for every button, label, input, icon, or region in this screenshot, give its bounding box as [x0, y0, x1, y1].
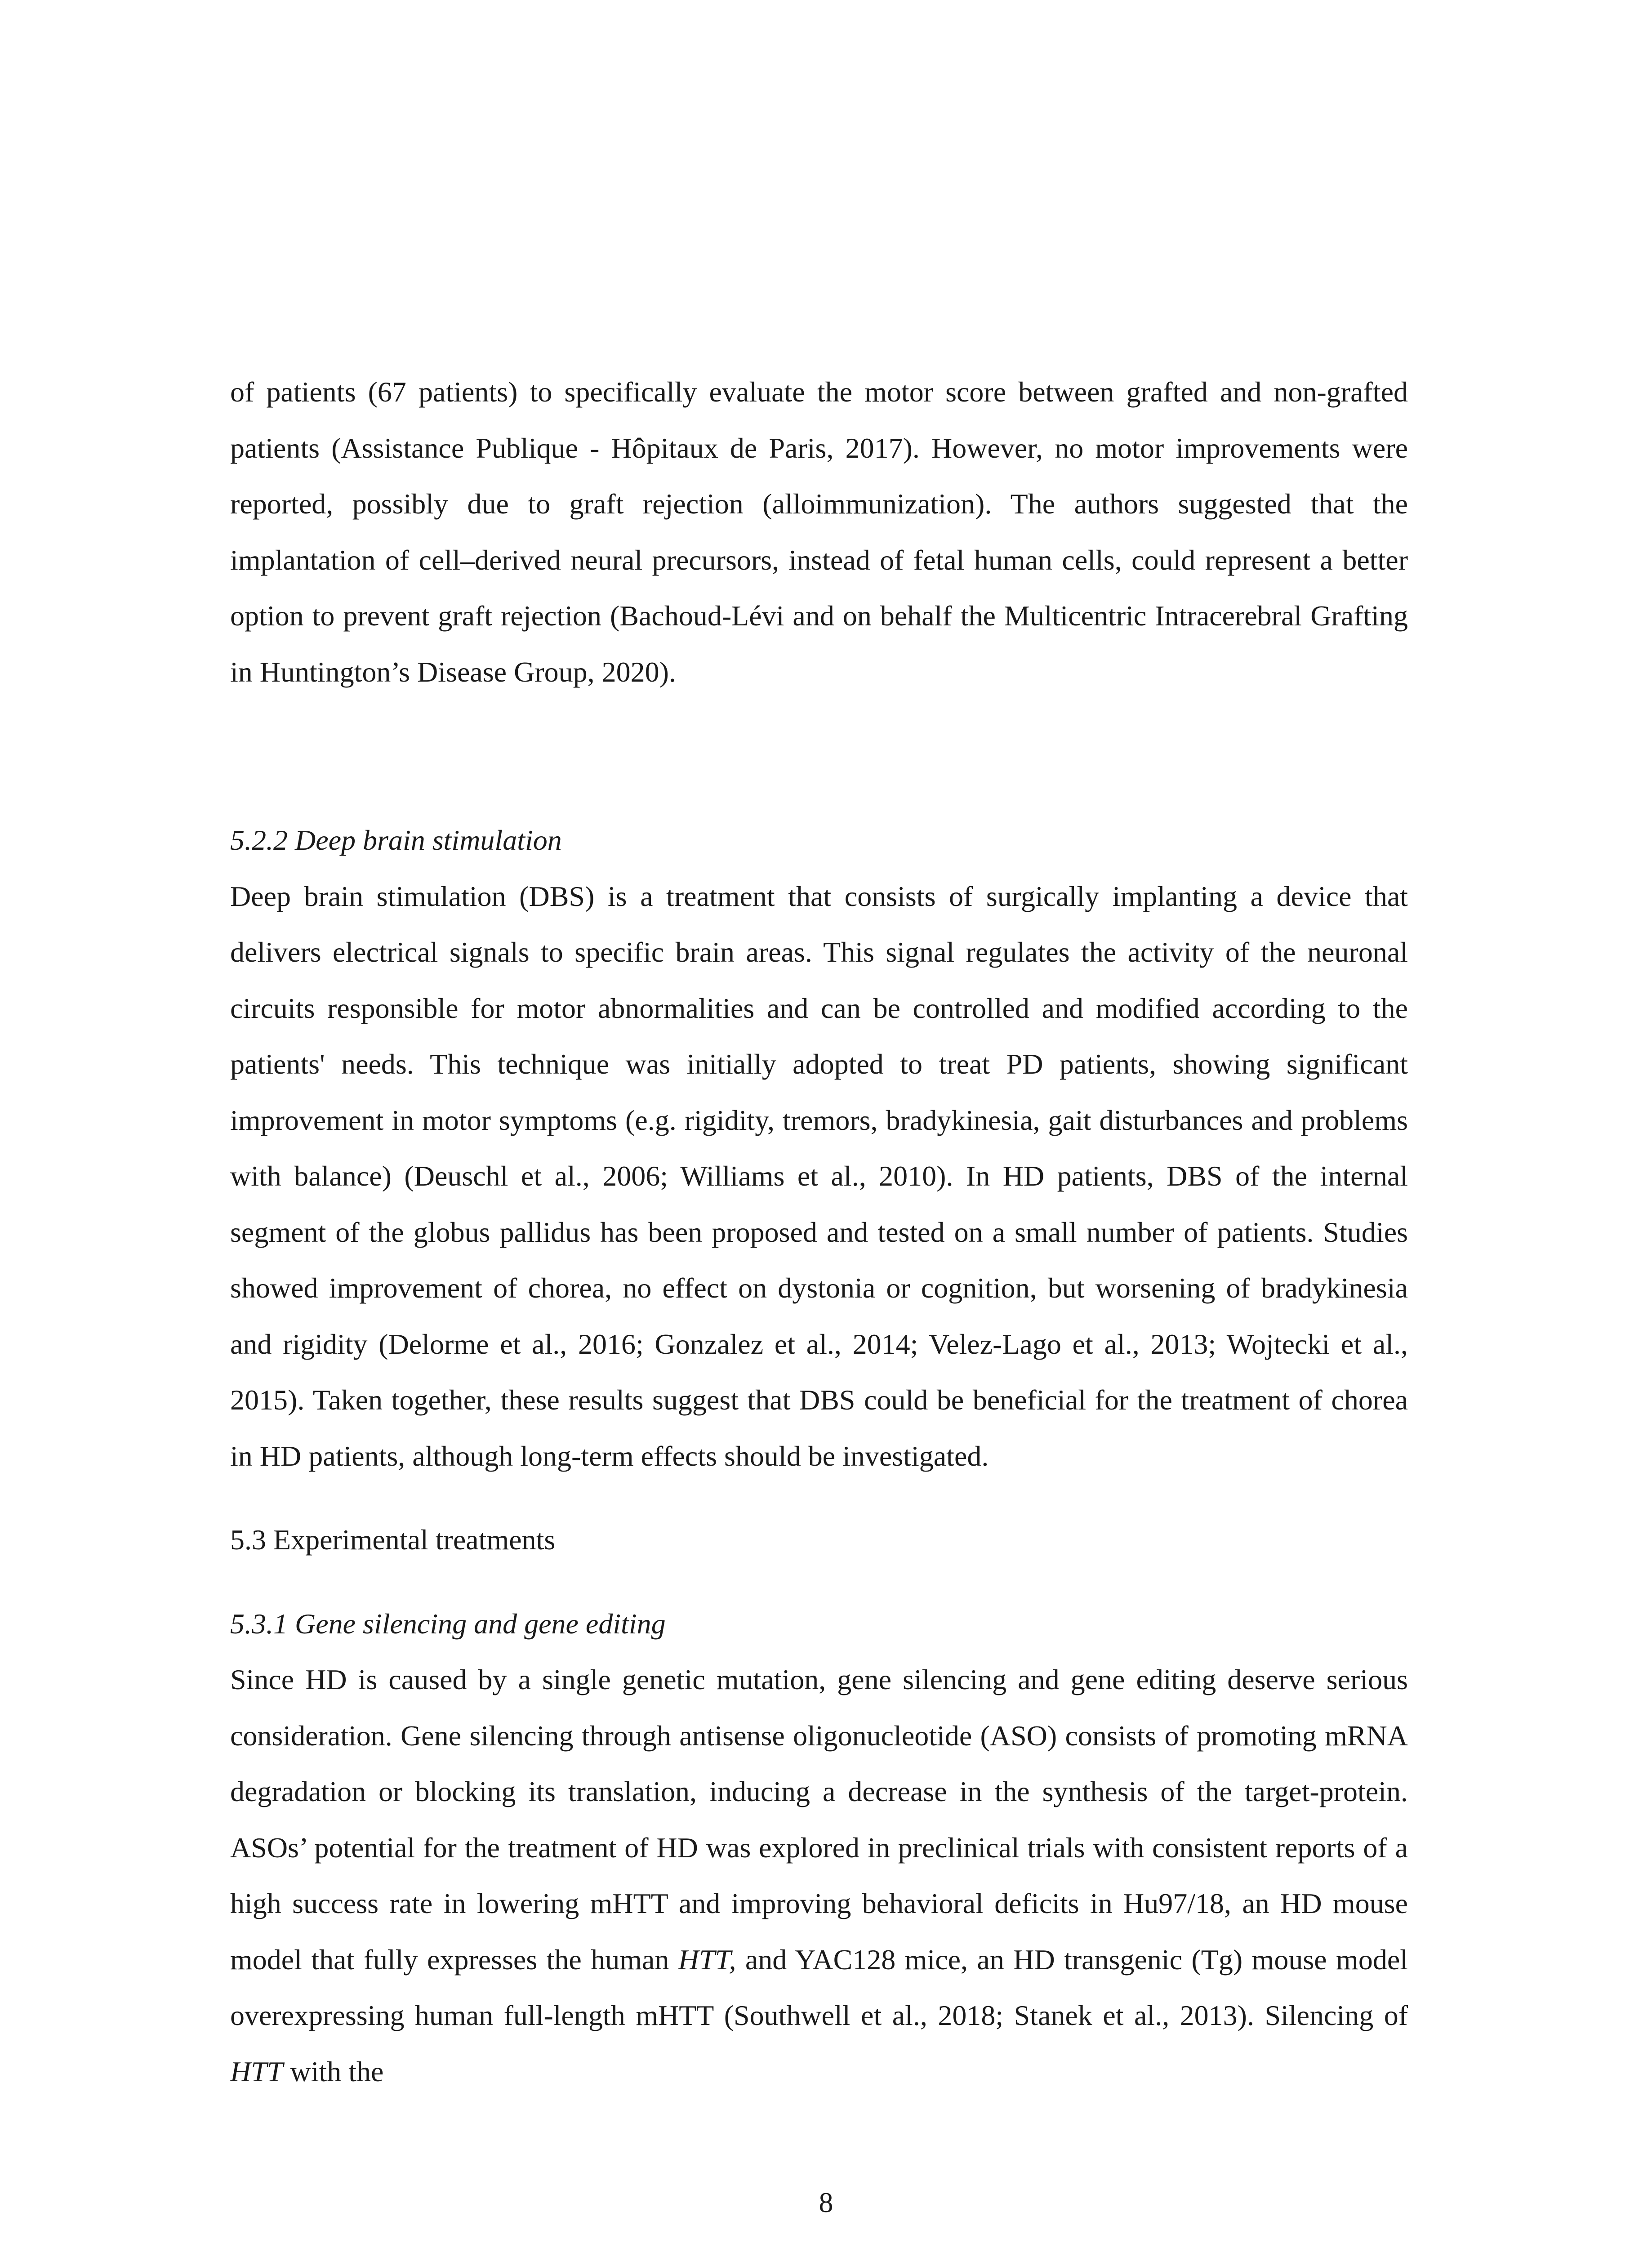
paragraph-dbs: Deep brain stimulation (DBS) is a treatment that consists of surgically implanting a device that delivers electrical signals to specific brain areas. This signal regulates the activity of the neuronal circuits responsible for motor abnormalities and can be controlled and modified according to the patients' needs. This technique was initially adopted to treat PD patients, showing significant improvement in motor symptoms (e.g. rigidity, tremors, bradykinesia, gait disturbances and problems with balance) (Deuschl et al., 2006; Williams et al., 2010). In HD patients, DBS of the internal segment of the globus pallidus has been proposed and tested on a small number of patients. Studies showed improvement of chorea, no effect on dystonia or cognition, but worsening of bradykinesia and rigidity (Delorme et al., 2016; Gonzalez et al., 2014; Velez-Lago et al., 2013; Wojtecki et al., 2015). Taken together, these results suggest that DBS could be beneficial for the treatment of chorea in HD patients, although long-term effects should be investigated. [230, 880, 1408, 1472]
section-gap [230, 1484, 1408, 1512]
paragraph-gene-silencing [230, 1652, 1408, 2100]
page-number: 8 [819, 2186, 833, 2218]
text-run: with the [283, 2055, 384, 2087]
gene-name-italic: HTT, [678, 1943, 736, 1976]
heading-experimental-treatments: 5.3 Experimental treatments [230, 1524, 556, 1556]
section-gap [230, 1568, 1408, 1596]
section-gap [230, 700, 1408, 812]
paragraph-graft-trial: of patients (67 patients) to specifically evaluate the motor score between grafted and non-grafted patients (Assistance Publique - Hôpitaux de Paris, 2017). However, no motor improvements were reported, possibly due to graft rejection (alloimmunization). The authors suggested that the implantation of cell–derived neural precursors, instead of fetal human cells, could represent a better option to prevent graft rejection (Bachoud-Lévi and on behalf the Multicentric Intracerebral Grafting in Huntington’s Disease Group, 2020). [230, 376, 1408, 688]
gene-name-italic: HTT [230, 2055, 283, 2087]
heading-deep-brain-stimulation: 5.2.2 Deep brain stimulation [230, 824, 562, 856]
text-run: and YAC128 mice, an HD transgenic (Tg) mouse model overexpressing human full-length mHTT (Southwell et al., 2018; Stanek et al., 2013). Silencing of [230, 1943, 1408, 2031]
heading-gene-silencing: 5.3.1 Gene silencing and gene editing [230, 1607, 666, 1640]
text-run: Since HD is caused by a single genetic mutation, gene silencing and gene editing deserve serious consideration. Gene silencing through antisense oligonucleotide (ASO) consists of promoting mRNA degradation or blocking its translation, inducing a decrease in the synthesis of the target-protein. ASOs’ potential for the treatment of HD was explored in preclinical trials with consistent reports of a high success rate in lowering mHTT and improving behavioral deficits in Hu97/18, an HD mouse model that fully expresses the human [230, 1664, 1408, 1976]
page-content [230, 364, 1408, 2100]
